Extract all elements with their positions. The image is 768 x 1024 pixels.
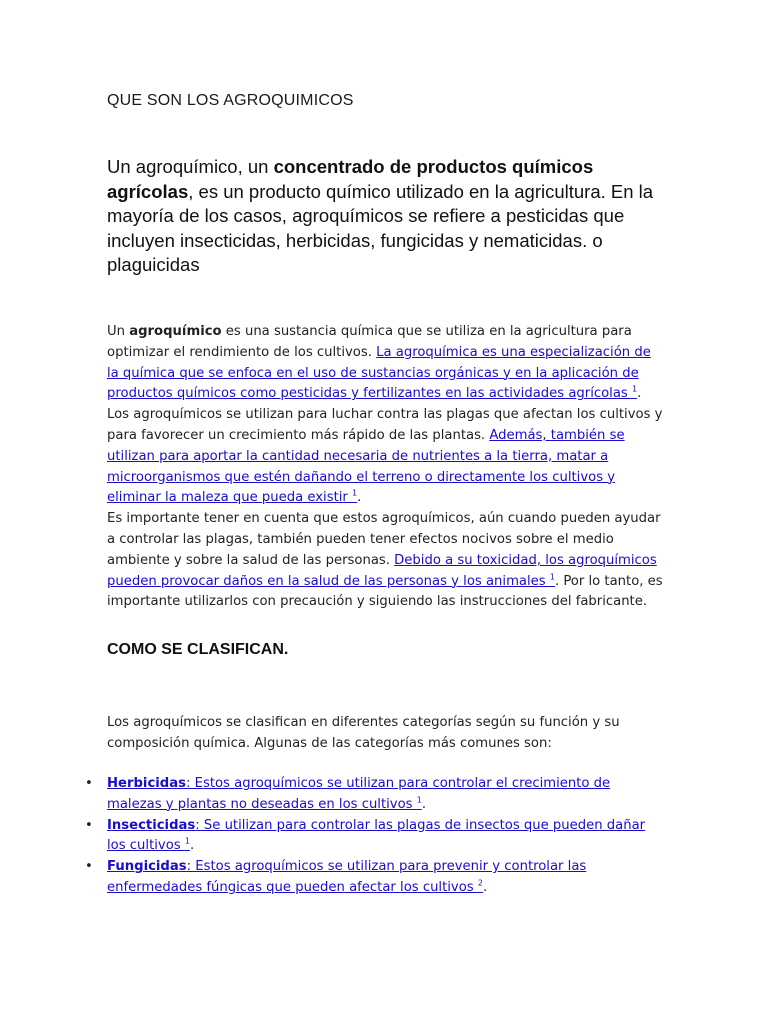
category-link-insecticidas[interactable] [107, 818, 645, 854]
lead-text-end: , es un producto químico utilizado en la agricultura. En la mayoría de los casos, agroquímicos se refiere a pesticidas que incluyen insecticidas, herbicidas, fungicidas y nematicidas. o plaguicidas [107, 180, 654, 275]
lead-text-start: Un agroquímico, un [107, 156, 274, 177]
category-text: : Estos agroquímicos se utilizan para prevenir y controlar las enfermedades fúngicas que pueden afectar los cultivos [107, 859, 587, 895]
page-title: QUE SON LOS AGROQUIMICOS [107, 92, 354, 109]
paragraph-1 [107, 322, 663, 405]
citation-link-text: Además, también se utilizan para aportar la cantidad necesaria de nutrientes a la tierra, matar a microorganismos que estén dañando el terreno o directamente los cultivos y eliminar la maleza que pueda existir [107, 427, 625, 506]
section-heading: COMO SE CLASIFICAN. [107, 641, 289, 658]
body-text [107, 322, 663, 613]
lead-paragraph [107, 155, 663, 278]
citation-link-text: Debido a su toxicidad, los agroquímicos pueden provocar daños en la salud de las personas y los animales [107, 552, 657, 589]
paragraph-3 [107, 509, 663, 613]
p3-text: Es importante tener en cuenta que estos agroquímicos, aún cuando pueden ayudar a controlar las plagas, también pueden tener efectos nocivos sobre el medio ambiente y sobre la salud de las personas. [107, 511, 661, 568]
citation-ref: 1 [352, 488, 358, 498]
citation-ref: 1 [184, 837, 190, 846]
category-term: Fungicidas [107, 859, 187, 875]
category-text: : Estos agroquímicos se utilizan para controlar el crecimiento de malezas y plantas no deseadas en los cultivos [107, 776, 611, 812]
p3-end: . Por lo tanto, es importante utilizarlos con precaución y siguiendo las instrucciones del fabricante. [107, 573, 663, 610]
bullet-icon: • [85, 817, 93, 833]
category-text: : Se utilizan para controlar las plagas de insectos que pueden dañar los cultivos [107, 817, 646, 854]
citation-ref: 1 [549, 572, 555, 582]
p1-bold: agroquímico [129, 324, 222, 339]
list-item [85, 857, 667, 899]
bullet-icon: • [85, 776, 93, 791]
p1-start: Un [107, 324, 130, 339]
category-list [85, 774, 667, 899]
p1-text: es una sustancia química que se utiliza en la agricultura para optimizar el rendimiento de los cultivos. [107, 324, 632, 360]
item-end: . [482, 879, 488, 895]
p2-end: . [357, 490, 362, 506]
category-term: Herbicidas [107, 776, 186, 791]
category-link-fungicidas[interactable] [107, 859, 586, 895]
lead-bold-text: concentrado de productos químicos agrícolas [107, 156, 594, 202]
citation-ref: 2 [477, 878, 483, 888]
item-end: . [421, 796, 427, 812]
list-item [85, 774, 667, 816]
bullet-icon: • [85, 859, 93, 875]
intro-paragraph: Los agroquímicos se clasifican en diferentes categorías según su función y su composición química. Algunas de las categorías más comunes son: [107, 715, 620, 751]
citation-ref: 1 [632, 385, 638, 394]
list-item [85, 816, 667, 858]
category-link-herbicidas[interactable] [107, 776, 610, 812]
citation-link-text: La agroquímica es una especialización de la química que se enfoca en el uso de sustancias orgánicas y en la aplicación de productos químicos como pesticidas y fertilizantes en las actividades agrícolas [107, 344, 651, 402]
category-term: Insecticidas [107, 817, 196, 833]
p2-text: Los agroquímicos se utilizan para luchar contra las plagas que afectan los cultivos y para favorecer un crecimiento más rápido de las plantas. [107, 407, 663, 443]
item-end: . [189, 838, 195, 854]
paragraph-2 [107, 405, 663, 509]
citation-ref: 1 [416, 795, 422, 805]
p1-end: . [637, 386, 642, 402]
